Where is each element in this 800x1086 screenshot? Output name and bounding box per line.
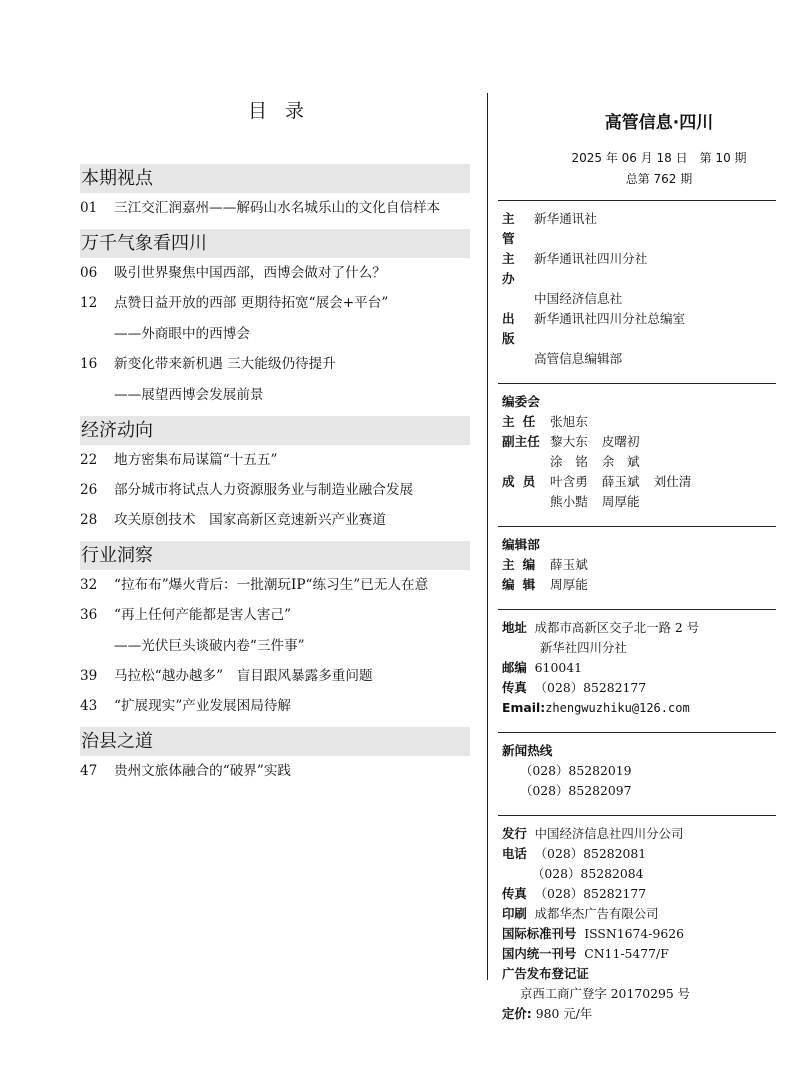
label: 发行	[502, 826, 527, 841]
contact-fax	[502, 678, 782, 698]
name: 刘仕清	[653, 474, 692, 489]
price	[502, 1004, 782, 1024]
hotline-tel: （028）85282019	[520, 763, 632, 778]
toc-entry	[80, 294, 470, 343]
toc-entry	[80, 264, 470, 282]
address-2: 新华社四川分社	[540, 640, 627, 655]
page-number: 12	[80, 295, 98, 311]
toc-entry	[80, 576, 470, 594]
name: 黎大东	[550, 434, 588, 449]
section-heading: 治县之道	[80, 727, 470, 756]
label: 成员	[502, 474, 544, 489]
article-title: 新变化带来新机遇 三大能级仍待提升	[114, 356, 336, 372]
divider-line	[498, 732, 776, 733]
column-divider	[487, 93, 488, 980]
page-number: 36	[80, 607, 98, 623]
section-heading: 行业洞察	[80, 541, 470, 570]
value: 新华通讯社	[534, 211, 597, 226]
value: 新华通讯社四川分社总编室	[534, 311, 686, 326]
colophon	[502, 110, 782, 1024]
divider-line	[498, 383, 776, 384]
publisher-row	[502, 309, 782, 349]
name: 叶含勇	[550, 474, 588, 489]
divider-line	[498, 815, 776, 816]
toc-section	[80, 541, 470, 715]
editorial-heading: 编辑部	[502, 537, 540, 552]
name: 张旭东	[550, 414, 588, 429]
committee-deputies-2	[502, 452, 782, 472]
page-number: 22	[80, 452, 98, 468]
committee-heading: 编委会	[502, 394, 540, 409]
supervisor-row	[502, 209, 782, 249]
distribution-fax	[502, 884, 782, 904]
article-title: 贵州文旅体融合的“破界”实践	[114, 763, 292, 779]
divider-line	[498, 609, 776, 610]
article-title: “扩展现实”产业发展困局待解	[114, 698, 292, 714]
phone-2: （028）85282084	[532, 866, 644, 881]
value: （028）85282081	[534, 846, 647, 861]
toc-section	[80, 229, 470, 404]
label: 电话	[502, 846, 527, 861]
toc-entry	[80, 451, 470, 469]
email-value: zhengwuzhiku@126.com	[545, 701, 690, 715]
name: 薛玉斌	[550, 557, 588, 572]
toc-entry	[80, 762, 470, 780]
value: CN11-5477/F	[584, 946, 669, 961]
section-heading: 万千气象看四川	[80, 229, 470, 258]
sponsor-row	[502, 249, 782, 289]
editor-in-chief	[502, 555, 782, 575]
email	[502, 698, 782, 718]
page-number: 26	[80, 482, 98, 498]
committee-members-2	[502, 492, 782, 512]
name: 皮曙初	[601, 434, 640, 449]
section-heading: 本期视点	[80, 164, 470, 193]
value: 成都市高新区交子北一路 2 号	[534, 620, 700, 635]
toc-entry	[80, 355, 470, 404]
toc-entry	[80, 199, 470, 217]
article-title: 三江交汇润嘉州——解码山水名城乐山的文化自信样本	[114, 200, 441, 216]
name: 周厚能	[601, 494, 640, 509]
value: （028）85282177	[534, 680, 647, 695]
article-title: 马拉松“越办越多” 盲目跟风暴露多重问题	[114, 668, 373, 684]
label: 主编	[502, 557, 544, 572]
toc-entry	[80, 511, 470, 529]
toc-sections	[80, 164, 470, 780]
article-title: 攻关原创技术 国家高新区竞速新兴产业赛道	[114, 512, 386, 528]
value: 980 元/年	[535, 1006, 593, 1021]
value: 高管信息编辑部	[534, 351, 623, 366]
page-number: 01	[80, 200, 98, 216]
label: 传真	[502, 680, 527, 695]
printer	[502, 904, 782, 924]
page-number: 43	[80, 698, 98, 714]
page-number: 47	[80, 763, 98, 779]
label: 主管	[502, 211, 523, 246]
publisher-row-2	[502, 349, 782, 369]
label: 定价:	[502, 1006, 532, 1021]
page-number: 16	[80, 356, 98, 372]
name: 余 斌	[601, 454, 640, 469]
label: 广告发布登记证	[502, 966, 589, 981]
value: ISSN1674-9626	[584, 926, 684, 941]
article-subtitle: ——光伏巨头谈破内卷“三件事”	[114, 638, 305, 654]
toc-section	[80, 164, 470, 217]
table-of-contents	[80, 98, 470, 792]
ad-license: 京西工商广登字 20170295 号	[520, 986, 691, 1001]
divider-line	[498, 200, 776, 201]
article-title: 部分城市将试点人力资源服务业与制造业融合发展	[114, 482, 414, 498]
article-title: 点赞日益开放的西部 更期待拓宽“展会+平台”	[114, 295, 389, 311]
toc-entry	[80, 606, 470, 655]
article-subtitle: ——展望西博会发展前景	[114, 387, 264, 403]
name: 熊小黠	[550, 494, 588, 509]
value: 成都华杰广告有限公司	[534, 906, 659, 921]
label: 主任	[502, 414, 544, 429]
page-number: 32	[80, 577, 98, 593]
name: 涂 铭	[550, 454, 588, 469]
page-number: 06	[80, 265, 98, 281]
label: 地址	[502, 620, 527, 635]
page-number: 28	[80, 512, 98, 528]
divider-line	[498, 526, 776, 527]
toc-section	[80, 727, 470, 780]
toc-section	[80, 416, 470, 529]
toc-entry	[80, 667, 470, 685]
value: 中国经济信息社四川分公司	[534, 826, 684, 841]
label: Email:	[502, 700, 546, 715]
value: 610041	[534, 660, 582, 675]
toc-title: 目录	[247, 100, 322, 122]
issuer	[502, 824, 782, 844]
committee-members	[502, 472, 782, 492]
toc-entry	[80, 481, 470, 499]
issue-date: 2025 年 06 月 18 日 第 10 期	[571, 151, 747, 165]
label: 主办	[502, 251, 523, 286]
article-title: 吸引世界聚焦中国西部，西博会做对了什么？	[114, 265, 386, 281]
hotline-heading: 新闻热线	[502, 743, 553, 758]
article-subtitle: ——外商眼中的西博会	[114, 326, 250, 342]
label: 国际标准刊号	[502, 926, 577, 941]
label: 编辑	[502, 577, 544, 592]
article-title: “再上任何产能都是害人害己”	[114, 607, 292, 623]
editor	[502, 575, 782, 595]
postcode	[502, 658, 782, 678]
label: 传真	[502, 886, 527, 901]
sponsor-row-2	[502, 289, 782, 309]
cn-number	[502, 944, 782, 964]
name: 周厚能	[550, 577, 588, 592]
article-title: 地方密集布局谋篇“十五五”	[114, 452, 278, 468]
value: 新华通讯社四川分社	[534, 251, 648, 266]
article-title: “拉布布”爆火背后：一批潮玩IP“练习生”已无人在意	[114, 577, 429, 593]
label: 出版	[502, 311, 523, 346]
value: 中国经济信息社	[534, 291, 623, 306]
toc-entry	[80, 697, 470, 715]
label: 国内统一刊号	[502, 946, 577, 961]
name: 薛玉斌	[601, 474, 640, 489]
hotline-tel: （028）85282097	[520, 783, 632, 798]
label: 邮编	[502, 660, 527, 675]
total-issue: 总第 762 期	[625, 172, 693, 186]
section-heading: 经济动向	[80, 416, 470, 445]
label: 副主任	[502, 434, 540, 449]
committee-director	[502, 412, 782, 432]
page-number: 39	[80, 668, 98, 684]
committee-deputies	[502, 432, 782, 452]
value: （028）85282177	[534, 886, 647, 901]
ad-license-label	[502, 964, 782, 984]
phone	[502, 844, 782, 864]
label: 印刷	[502, 906, 527, 921]
magazine-title: 高管信息·四川	[604, 113, 714, 133]
address	[502, 618, 782, 638]
issn	[502, 924, 782, 944]
